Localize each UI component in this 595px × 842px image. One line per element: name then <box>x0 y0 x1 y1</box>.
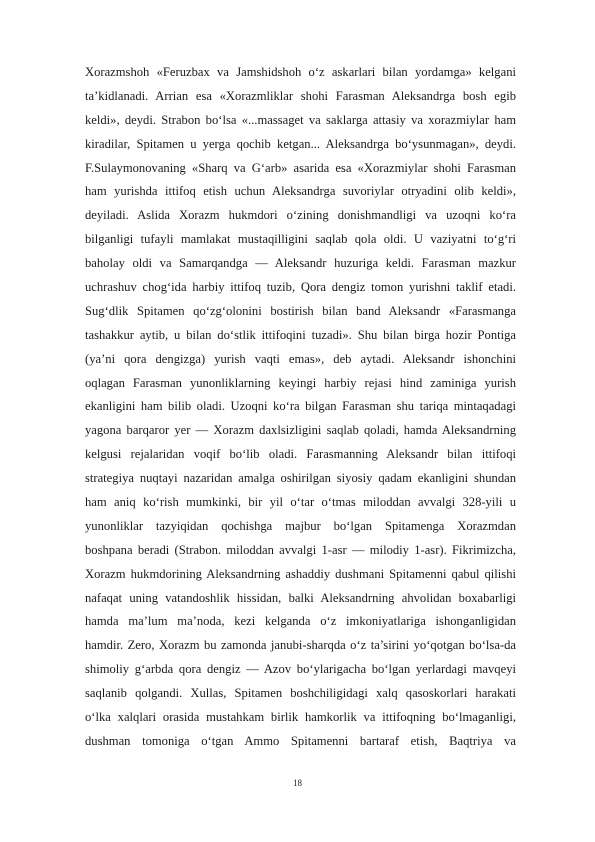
text-line: dushman tomoniga o‘tgan Ammo Spitamenni bartaraf etish, Baqtriya va <box>85 733 516 748</box>
text-line: ekanligini ham bilib oladi. Uzoqni ko‘ra bilgan Farasman shu tariqa mintaqadagi <box>85 399 516 414</box>
text-line: bilganligi tufayli mamlakat mustaqilligini saqlab qola oldi. U vaziyatni to‘g‘ri <box>85 232 516 247</box>
text-line: kiradilar, Spitamen u yerga qochib ketgan... Aleksandrga bo‘ysunmagan», deydi. <box>85 136 516 151</box>
text-line: shimoliy g‘arbda qora dengiz — Azov bo‘ylarigacha bo‘lgan yerlardagi mavqeyi <box>85 662 516 677</box>
text-line: ham yurishda ittifoq etish uchun Aleksandrga suvoriylar otryadini olib keldi», <box>85 184 516 199</box>
text-line: Xorazm hukmdorining Aleksandrning ashaddiy dushmani Spitamenni qabul qilishi <box>85 566 516 581</box>
text-line: nafaqat uning vatandoshlik hissidan, balki Aleksandrning ahvolidan boxabarligi <box>85 590 516 605</box>
text-line: (ya’ni qora dengizga) yurish vaqti emas», deb aytadi. Aleksandr ishonchini <box>85 351 516 366</box>
text-line: strategiya nuqtayi nazaridan amalga oshirilgan siyosiy qadam ekanligini shundan <box>85 471 516 486</box>
text-line: yunonliklar tazyiqidan qochishga majbur bo‘lgan Spitamenga Xorazmdan <box>85 518 516 533</box>
text-line: Sug‘dlik Spitamen qo‘zg‘olonini bostirish bilan band Aleksandr «Farasmanga <box>85 303 516 318</box>
text-line: oqlagan Farasman yunonliklarning keyingi harbiy rejasi hind zaminiga yurish <box>85 375 516 390</box>
text-line: keldi», deydi. Strabon bo‘lsa «...massaget va saklarga attasiy va xorazmiylar ham <box>85 112 516 127</box>
text-line: tashakkur aytib, u bilan do‘stlik ittifoqini tuzadi». Shu bilan birga hozir Pontiga <box>85 327 516 342</box>
body-text <box>85 61 516 754</box>
text-line: saqlanib qolgandi. Xullas, Spitamen boshchiligidagi xalq qasoskorlari harakati <box>85 686 516 701</box>
page-number: 18 <box>293 778 302 788</box>
text-line: yagona barqaror yer — Xorazm daxlsizligini saqlab qoladi, hamda Aleksandrning <box>85 423 516 438</box>
text-line: ta’kidlanadi. Arrian esa «Xorazmliklar shohi Farasman Aleksandrga bosh egib <box>85 88 516 103</box>
text-line: hamdir. Zero, Xorazm bu zamonda janubi-sharqda o‘z ta’sirini yo‘qotgan bo‘lsa-da <box>85 638 516 653</box>
text-line: hamda ma’lum ma’noda, kezi kelganda o‘z imkoniyatlariga ishonganligidan <box>85 614 516 629</box>
text-line: F.Sulaymonovaning «Sharq va G‘arb» asarida esa «Xorazmiylar shohi Farasman <box>85 160 516 175</box>
text-line: uchrashuv chog‘ida harbiy ittifoq tuzib, Qora dengiz tomon yurishni taklif etadi. <box>85 280 516 295</box>
text-line: o‘lka xalqlari orasida mustahkam birlik hamkorlik va ittifoqning bo‘lmaganligi, <box>85 710 516 725</box>
text-line: baholay oldi va Samarqandga — Aleksandr huzuriga keldi. Farasman mazkur <box>85 256 516 271</box>
text-line: deyiladi. Aslida Xorazm hukmdori o‘zining donishmandligi va uzoqni ko‘ra <box>85 208 516 223</box>
text-line: boshpana beradi (Strabon. miloddan avvalgi 1-asr — milodiy 1-asr). Fikrimizcha, <box>85 542 516 557</box>
text-line: Xorazmshoh «Feruzbax va Jamshidshoh o‘z askarlari bilan yordamga» kelgani <box>85 65 516 79</box>
text-line: ham aniq ko‘rish mumkinki, bir yil o‘tar o‘tmas miloddan avvalgi 328-yili u <box>85 495 516 510</box>
text-line: kelgusi rejalaridan voqif bo‘lib oladi. Farasmanning Aleksandr bilan ittifoqi <box>85 447 516 462</box>
